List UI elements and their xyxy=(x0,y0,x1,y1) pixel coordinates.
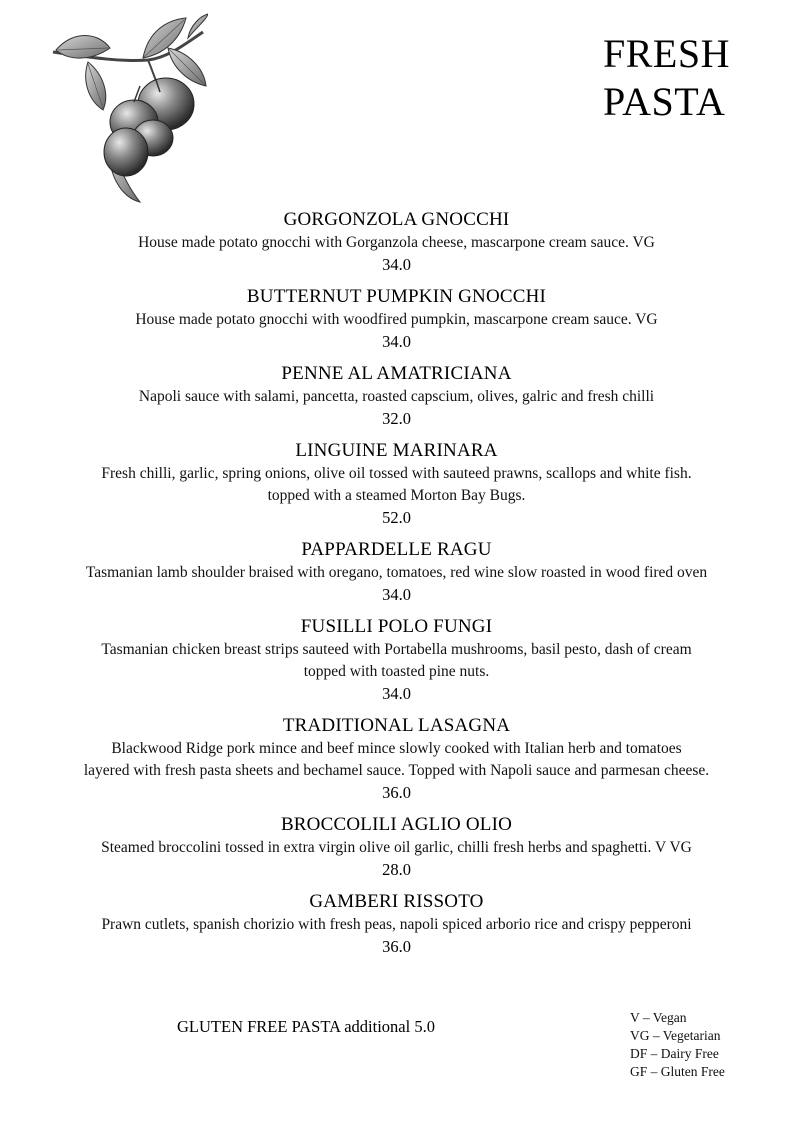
menu-item xyxy=(0,714,793,804)
menu-item-description: layered with fresh pasta sheets and bechamel sauce. Topped with Napoli sauce and parmesan cheese. xyxy=(83,762,710,779)
menu-item-name: BROCCOLILI AGLIO OLIO xyxy=(280,814,513,835)
menu-item xyxy=(0,813,793,881)
menu-item-description: Tasmanian lamb shoulder braised with oregano, tomatoes, red wine slow roasted in wood fired oven xyxy=(85,564,708,581)
menu-item-price: 36.0 xyxy=(382,937,411,956)
menu-item-name: TRADITIONAL LASAGNA xyxy=(282,715,511,736)
legend-entry: GF – Gluten Free xyxy=(630,1064,725,1079)
menu-item xyxy=(0,362,793,430)
menu-item-description: Prawn cutlets, spanish chorizio with fresh peas, napoli spiced arborio rice and crispy pepperoni xyxy=(101,916,692,933)
menu-item-price: 28.0 xyxy=(382,860,411,879)
gluten-free-note: GLUTEN FREE PASTA additional 5.0 xyxy=(177,1017,435,1036)
title-line-1: FRESH xyxy=(603,31,730,76)
title-line-2: PASTA xyxy=(603,79,726,124)
menu-item-name: FUSILLI POLO FUNGI xyxy=(300,616,493,637)
menu-item-name: BUTTERNUT PUMPKIN GNOCCHI xyxy=(246,286,547,307)
dietary-legend xyxy=(630,1009,725,1081)
menu-item-description: topped with a steamed Morton Bay Bugs. xyxy=(267,487,526,504)
menu-item-description: Tasmanian chicken breast strips sauteed with Portabella mushrooms, basil pesto, dash of cream xyxy=(101,641,692,658)
menu-list xyxy=(0,208,793,967)
menu-item-description: topped with toasted pine nuts. xyxy=(303,663,490,680)
legend-entry: DF – Dairy Free xyxy=(630,1046,719,1061)
menu-item-price: 32.0 xyxy=(382,409,411,428)
menu-item-description: Fresh chilli, garlic, spring onions, olive oil tossed with sauteed prawns, scallops and white fish. xyxy=(101,465,692,482)
menu-item-description: House made potato gnocchi with woodfired pumpkin, mascarpone cream sauce. VG xyxy=(135,311,658,328)
menu-item-description: Blackwood Ridge pork mince and beef mince slowly cooked with Italian herb and tomatoes xyxy=(111,740,682,757)
menu-item-description: House made potato gnocchi with Gorganzola cheese, mascarpone cream sauce. VG xyxy=(138,234,655,251)
menu-item xyxy=(0,208,793,276)
menu-item-price: 34.0 xyxy=(382,332,411,351)
legend-entry: V – Vegan xyxy=(630,1010,687,1025)
menu-item-name: GORGONZOLA GNOCCHI xyxy=(283,209,510,230)
menu-item-price: 52.0 xyxy=(382,508,411,527)
menu-item-description: Steamed broccolini tossed in extra virgin olive oil garlic, chilli fresh herbs and spaghetti. V VG xyxy=(101,839,692,856)
menu-item-price: 34.0 xyxy=(382,585,411,604)
menu-item-name: PENNE AL AMATRICIANA xyxy=(281,363,512,384)
menu-item-price: 36.0 xyxy=(382,783,411,802)
menu-item-price: 34.0 xyxy=(382,255,411,274)
menu-item xyxy=(0,285,793,353)
page-title xyxy=(603,30,783,126)
menu-item xyxy=(0,890,793,958)
menu-item-description: Napoli sauce with salami, pancetta, roasted capscium, olives, galric and fresh chilli xyxy=(138,388,655,405)
menu-item-price: 34.0 xyxy=(382,684,411,703)
menu-item xyxy=(0,439,793,529)
menu-item-name: LINGUINE MARINARA xyxy=(295,440,498,461)
plum-branch-illustration xyxy=(48,12,208,208)
menu-item-name: PAPPARDELLE RAGU xyxy=(301,539,492,560)
menu-item-name: GAMBERI RISSOTO xyxy=(309,891,484,912)
menu-item xyxy=(0,538,793,606)
legend-entry: VG – Vegetarian xyxy=(630,1028,721,1043)
menu-item xyxy=(0,615,793,705)
